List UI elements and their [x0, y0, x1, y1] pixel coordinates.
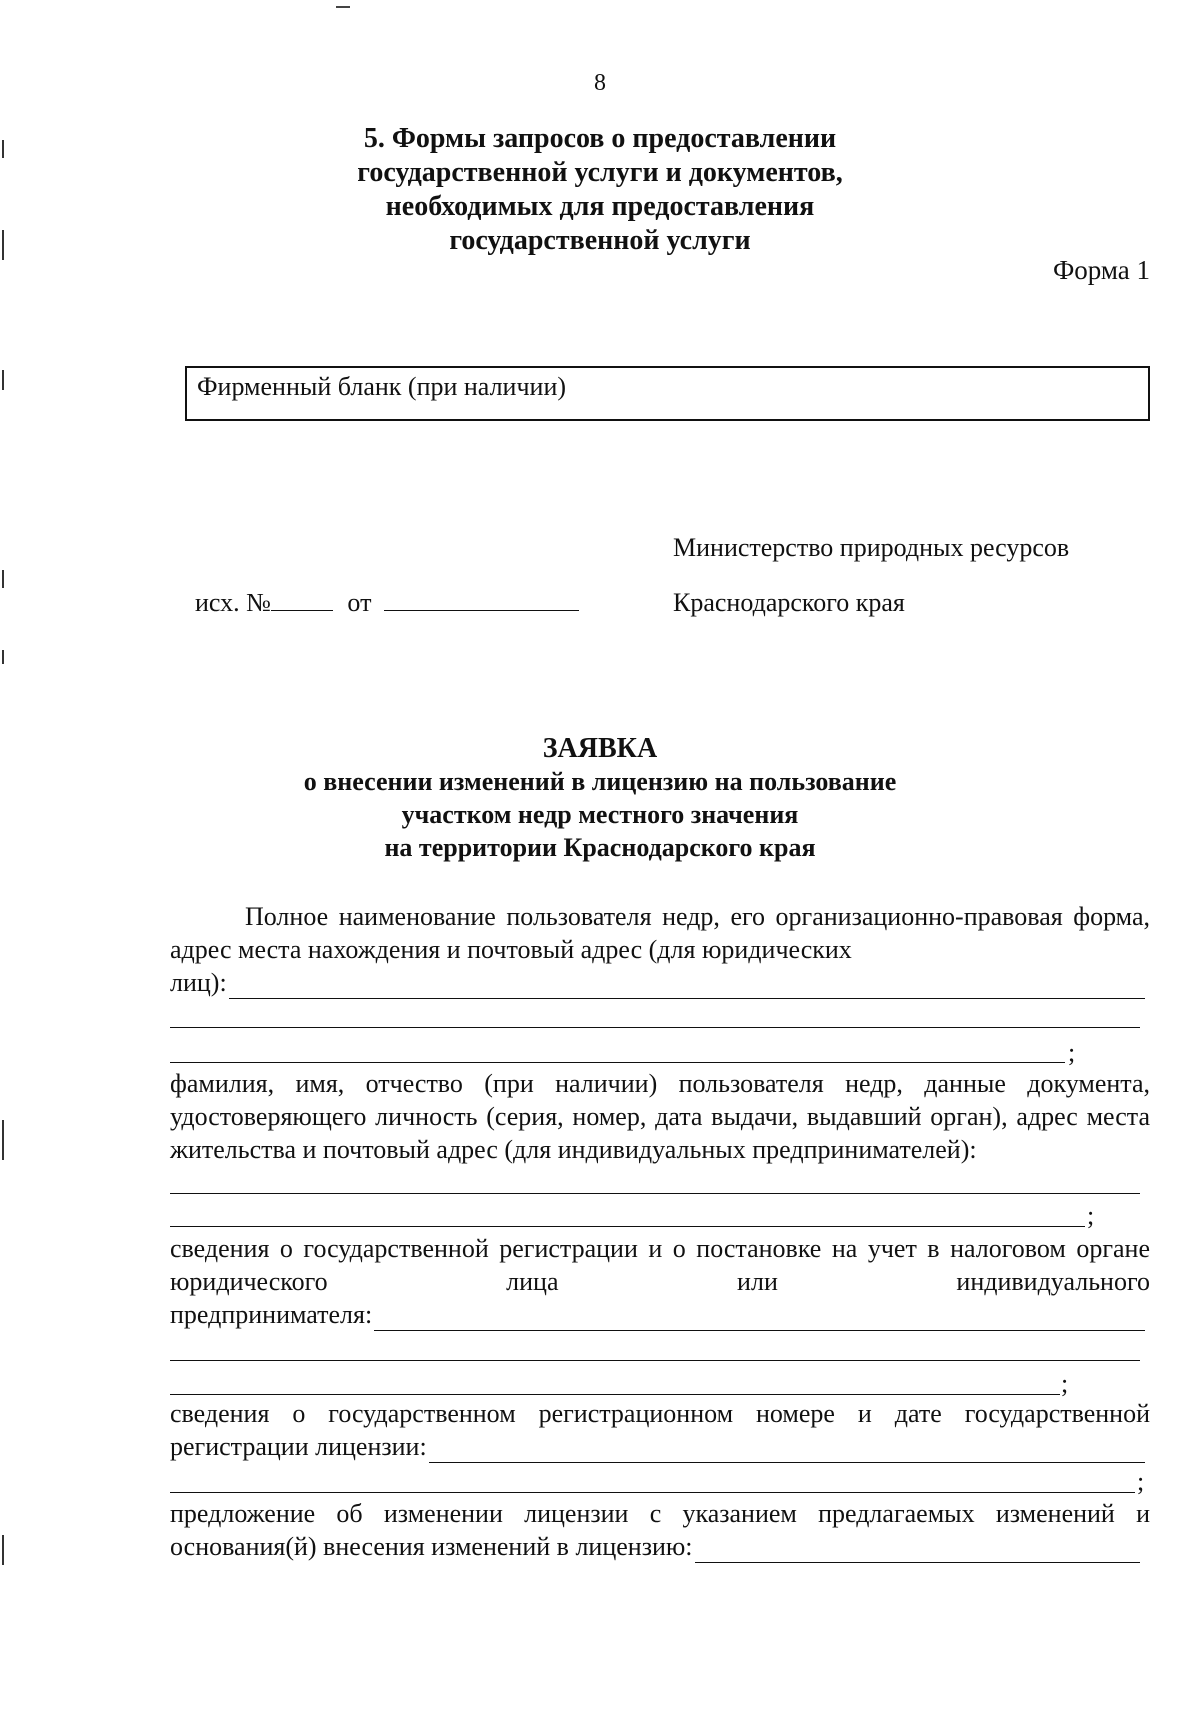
scan-margin-mark: [2, 570, 4, 588]
blank-line[interactable]: [170, 1360, 1140, 1361]
legal-entity-field[interactable]: [229, 974, 1145, 999]
individual-paragraph: фамилия, имя, отчество (при наличии) пользователя недр, данные документа, удостоверяющего личность (серия, номер, дата выдачи, выдавший орган), адрес места жительства и почтовый адрес (для индивидуальных предпринимателей):: [170, 1069, 1150, 1164]
scan-margin-mark: [2, 650, 4, 664]
section-title-line: 5. Формы запросов о предоставлении: [363, 123, 837, 154]
application-subtitle-line: на территории Краснодарского края: [384, 833, 816, 862]
application-subtitle-line: участком недр местного значения: [401, 800, 799, 829]
license-last-line: [170, 1430, 1145, 1463]
registration-field[interactable]: [374, 1306, 1145, 1331]
proposal-last-line: [170, 1530, 1140, 1563]
semicolon: ;: [1137, 1467, 1145, 1496]
section-title-line: государственной услуги и документов,: [357, 157, 843, 188]
blank-line[interactable]: [170, 1226, 1085, 1227]
blank-line[interactable]: [170, 1492, 1135, 1493]
addressee-line: Министерство природных ресурсов: [673, 533, 1070, 562]
section-title: [250, 122, 950, 258]
reference-number-label: исх. №: [195, 588, 271, 617]
form-label: Форма 1: [1052, 255, 1150, 285]
scan-top-mark: [336, 6, 350, 8]
blank-line[interactable]: [170, 1062, 1065, 1063]
application-subtitle-line: о внесении изменений в лицензию на пользование: [303, 767, 897, 796]
legal-entity-last-line: [170, 966, 1145, 999]
scan-margin-mark: [2, 1535, 4, 1565]
proposal-paragraph: предложение об изменении лицензии с указанием предлагаемых изменений и: [170, 1499, 1150, 1528]
registration-last-line: [170, 1298, 1145, 1331]
semicolon: ;: [1061, 1369, 1069, 1398]
license-paragraph: сведения о государственном регистрационном номере и дате государственной: [170, 1399, 1150, 1428]
reference-number-field[interactable]: [271, 588, 333, 611]
reference-date-label: от: [347, 588, 372, 617]
semicolon: ;: [1068, 1038, 1076, 1067]
application-title: [250, 732, 950, 864]
application-heading: ЗАЯВКА: [542, 733, 658, 764]
page-number: 8: [594, 70, 606, 96]
registration-label: предпринимателя:: [170, 1300, 373, 1329]
scan-margin-mark: [2, 140, 4, 158]
scan-margin-mark: [2, 1120, 4, 1160]
section-title-line: необходимых для предоставления: [385, 191, 815, 222]
semicolon: ;: [1087, 1201, 1095, 1230]
legal-entity-paragraph: Полное наименование пользователя недр, его организационно-правовая форма, адрес места нахождения и почтовый адрес (для юридических: [170, 902, 1150, 964]
outgoing-reference: [195, 588, 579, 618]
letterhead-label: Фирменный бланк (при наличии): [197, 372, 567, 401]
license-field[interactable]: [429, 1438, 1145, 1463]
license-label: регистрации лицензии:: [170, 1432, 427, 1461]
proposal-label: основания(й) внесения изменений в лицензию:: [170, 1532, 693, 1561]
proposal-field[interactable]: [695, 1538, 1140, 1563]
scan-margin-mark: [2, 370, 4, 390]
blank-line[interactable]: [170, 1394, 1060, 1395]
legal-entity-label: лиц):: [170, 968, 227, 997]
addressee-line: Краснодарского края: [673, 588, 905, 617]
letterhead-box[interactable]: [185, 366, 1150, 421]
blank-line[interactable]: [170, 1193, 1140, 1194]
registration-paragraph: сведения о государственной регистрации и о постановке на учет в налоговом органе юридического лица или индивидуального: [170, 1234, 1150, 1296]
section-title-line: государственной услуги: [449, 225, 751, 256]
blank-line[interactable]: [170, 1027, 1140, 1028]
scan-margin-mark: [2, 230, 4, 260]
reference-date-field[interactable]: [384, 588, 579, 611]
